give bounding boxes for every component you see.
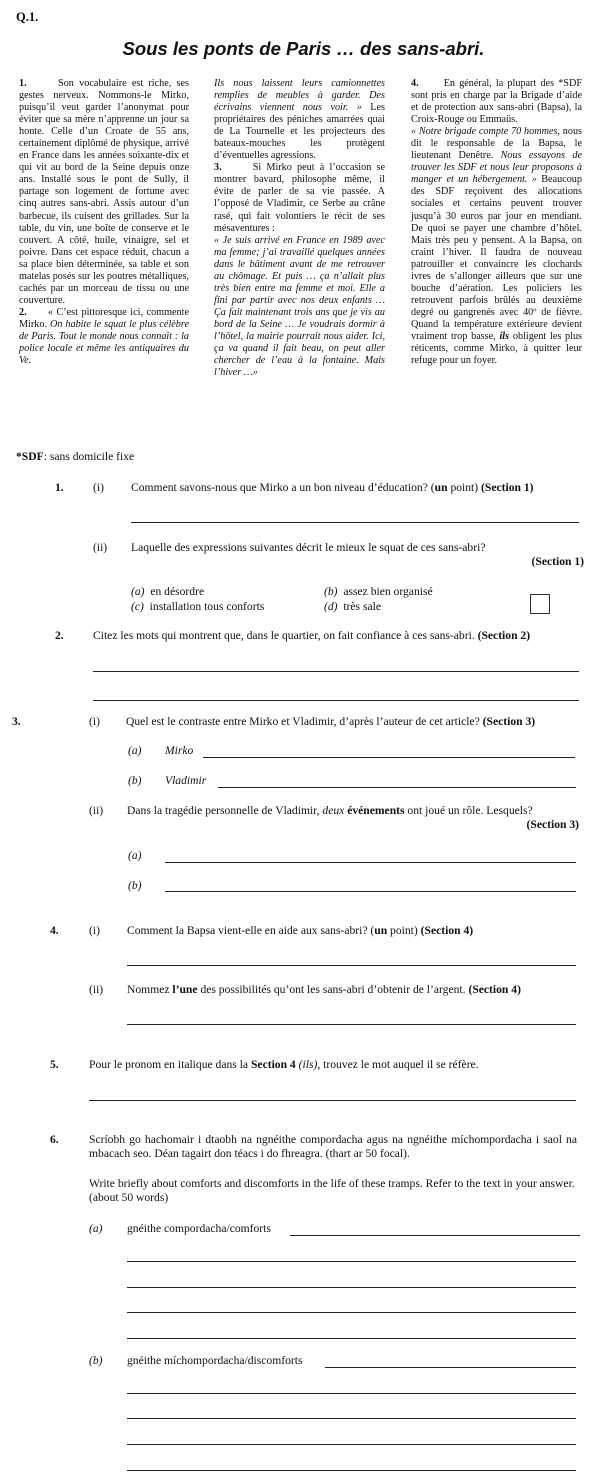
- section-text: Si Mirko peut à l’occasion se montrer bavard, philosophe même, il évite de parler de sa vie passée. A l’opposé de Vladimir, ce Serbe au crâne rasé, qui fait volontiers le récit de ses mésaventures :: [214, 162, 385, 234]
- option-a[interactable]: [131, 585, 204, 598]
- pronoun-ils: ils: [499, 330, 510, 342]
- q1-i-bold: un: [434, 481, 448, 494]
- answer-box[interactable]: [530, 594, 550, 614]
- answer-line[interactable]: [131, 522, 579, 523]
- q4-i-question: [127, 924, 587, 938]
- q3-ii-deux: deux: [322, 804, 345, 817]
- q2-section: (Section 2): [477, 629, 531, 642]
- answer-line[interactable]: [127, 1312, 576, 1313]
- answer-line[interactable]: [127, 1338, 576, 1339]
- q2-question: [93, 629, 588, 643]
- article-section-4: [411, 78, 582, 126]
- q5-question: [89, 1058, 589, 1072]
- answer-line[interactable]: [127, 965, 576, 966]
- q2-text: Citez les mots qui montrent que, dans le quartier, on fait confiance à ces sans-abri.: [93, 629, 475, 642]
- q3-b-label: [128, 774, 142, 788]
- q3-b-name: [165, 774, 206, 788]
- q3-i-question: [126, 715, 591, 729]
- q4-i-text: Comment la Bapsa vient-elle en aide aux sans-abri? (: [127, 924, 375, 937]
- option-letter: (b): [324, 585, 338, 598]
- q1-ii-text: Laquelle des expressions suivantes décrit le mieux le squat de ces sans-abri?: [131, 541, 486, 554]
- page-title: Sous les ponts de Paris … des sans-abri.: [122, 38, 485, 59]
- option-text: en désordre: [150, 585, 205, 598]
- section-number: 1.: [19, 78, 27, 89]
- q4-i-text2: point): [387, 924, 418, 937]
- q6-b-letter: (b): [89, 1354, 103, 1367]
- article-section-3: [214, 162, 385, 234]
- q4-ii-text2: des possibilités qu’ont les sans-abri d’obtenir de l’argent.: [200, 983, 466, 996]
- answer-line[interactable]: [93, 700, 579, 701]
- q2-number: 2.: [55, 629, 64, 642]
- answer-line[interactable]: [127, 1470, 576, 1471]
- article-column-3: [411, 78, 582, 367]
- article-section-2: [19, 307, 189, 367]
- answer-line[interactable]: [165, 862, 576, 863]
- q3-number: 3.: [12, 715, 21, 728]
- answer-line[interactable]: [218, 787, 576, 788]
- q3-a-name: [165, 744, 193, 758]
- q3-a-text: Mirko: [165, 744, 194, 757]
- q6-b-label: [89, 1354, 103, 1368]
- option-letter: (c): [131, 600, 144, 613]
- q4-i-label: (i): [89, 924, 100, 937]
- q3-i-text: Quel est le contraste entre Mirko et Vladimir, d’après l’auteur de cet article?: [126, 715, 480, 728]
- option-d[interactable]: [324, 600, 381, 613]
- q3-ii-text: Dans la tragédie personnelle de Vladimir,: [127, 804, 320, 817]
- q4-ii-text: Nommez: [127, 983, 170, 996]
- q3-i-label: (i): [89, 715, 100, 728]
- answer-line[interactable]: [127, 1444, 576, 1445]
- answer-line[interactable]: [127, 1287, 576, 1288]
- q3-ii-a-label: [128, 849, 142, 863]
- section-text: Beaucoup des SDF reçoivent des allocations sociales et certains peuvent trouver jusqu’à 30 euros par jour en mendiant. De quoi se payer une chambre d’hôtel. Mais très peu y pensent. A la Bapsa, on craint l’hiver. Il faudra de nouveau patrouiller et convaincre les clochards ivres de s’allonger ailleurs que sur une bouche d’aération. Les policiers les retrouvent parfois brûlés au deuxième degré ou gangrenés avec 40º de fièvre. Quand la température extérieure devient vraiment trop basse,: [411, 174, 582, 342]
- q5-ils: (ils): [298, 1058, 318, 1071]
- q1-ii-label: (ii): [93, 541, 108, 554]
- q6-a-label: [89, 1222, 103, 1236]
- q3-ii-label: (ii): [89, 804, 104, 817]
- answer-line[interactable]: [93, 671, 579, 672]
- answer-line[interactable]: [325, 1367, 576, 1368]
- quote-italic: Ils nous laissent leurs camionnettes remplies de meubles à garder. Des écrivains viennent nous voir. »: [214, 78, 385, 114]
- option-c[interactable]: [131, 600, 264, 613]
- q1-ii-section: (Section 1): [531, 555, 584, 568]
- q3-ii-text2: ont joué un rôle. Lesquels?: [407, 804, 533, 817]
- article-column-1: [19, 78, 189, 367]
- q1-i-text: Comment savons-nous que Mirko a un bon niveau d’éducation? (: [131, 481, 435, 494]
- section-text: nous dit le responsable de la Bapsa, le lieutenant Denêtre.: [411, 126, 582, 162]
- q4-ii-bold: l’une: [172, 983, 198, 996]
- answer-line[interactable]: [89, 1100, 576, 1101]
- q3-b-letter: (b): [128, 774, 142, 787]
- option-letter: (a): [131, 585, 145, 598]
- q3-ii-a-letter: (a): [128, 849, 142, 862]
- q1-i-text2: point): [447, 481, 479, 494]
- q3-ii-section: (Section 3): [526, 818, 579, 831]
- option-text: installation tous conforts: [149, 600, 265, 613]
- q1-i-label: (i): [93, 481, 104, 494]
- answer-line[interactable]: [127, 1261, 576, 1262]
- answer-line[interactable]: [203, 757, 575, 758]
- answer-line[interactable]: [127, 1393, 576, 1394]
- footnote-key: *SDF: [16, 450, 44, 463]
- article-section-1: [19, 78, 189, 307]
- quote-italic: On habite le squat le plus célèbre de Paris. Tout le monde nous connaît : la police locale et même les antiquaires du Ve.: [19, 318, 190, 367]
- section-number: 4.: [411, 78, 419, 89]
- answer-line[interactable]: [165, 891, 576, 892]
- q4-number: 4.: [50, 924, 59, 937]
- q6-a-text: gnéithe compordacha/comforts: [127, 1222, 271, 1235]
- q3-a-letter: (a): [128, 744, 142, 757]
- section-text: En général, la plupart des *SDF sont pris en charge par la Brigade d’aide et de protection aux sans-abri (Bapsa), la Croix-Rouge ou Emmaüs.: [411, 78, 582, 126]
- footnote-text: : sans domicile fixe: [43, 450, 135, 463]
- q3-ii-evenements: événements: [347, 804, 405, 817]
- q5-section: Section 4: [250, 1058, 296, 1071]
- answer-line[interactable]: [127, 1024, 576, 1025]
- q5-text: Pour le pronom en italique dans la: [89, 1058, 249, 1071]
- q1-number: 1.: [55, 481, 64, 494]
- q6-irish-instruction: Scríobh go hachomair i dtaobh na ngnéithe compordacha agus na ngnéithe míchompordacha i saol na mbacach seo. Déan tagairt don téacs i do fhreagra. (thart ar 50 focal).: [89, 1133, 577, 1160]
- option-text: très sale: [343, 600, 381, 613]
- q4-ii-label: (ii): [89, 983, 104, 996]
- option-b[interactable]: [324, 585, 433, 598]
- q6-a-letter: (a): [89, 1222, 103, 1235]
- q4-ii-question: [127, 983, 597, 997]
- q3-a-label: [128, 744, 142, 758]
- q3-ii-b-letter: (b): [128, 879, 142, 892]
- q6-number: 6.: [50, 1133, 59, 1146]
- question-label: Q.1.: [16, 10, 39, 24]
- footnote: [16, 450, 134, 464]
- q4-i-section: (Section 4): [420, 924, 474, 937]
- section-text: Les propriétaires des péniches amarrées quai de La Tournelle et les projecteurs des bateaux-mouches les protègent d’éventuelles agressions.: [214, 102, 385, 162]
- q4-i-bold: un: [374, 924, 388, 937]
- answer-line[interactable]: [127, 1418, 576, 1419]
- quote-italic: « Notre brigade compte 70 hommes,: [411, 126, 560, 138]
- q3-b-text: Vladimir: [165, 774, 207, 787]
- article-column-2: [214, 78, 385, 379]
- section-number: 2.: [19, 306, 27, 318]
- option-letter: (d): [324, 600, 338, 613]
- quote-italic: Nous essayons de trouver les SDF et nous leur proposons à manger et un hébergement. »: [411, 150, 582, 186]
- section-number: 3.: [214, 162, 222, 174]
- section-text: obligent les plus réticents, comme Mirko, à quitter leur refuge pour un foyer.: [411, 330, 583, 367]
- q4-ii-section: (Section 4): [468, 983, 521, 996]
- q3-ii-question: [127, 804, 597, 818]
- option-text: assez bien organisé: [343, 585, 433, 598]
- q6-b-text: gnéithe míchompordacha/discomforts: [127, 1354, 303, 1367]
- q1-i-section: (Section 1): [481, 481, 534, 494]
- q1-i-question: [131, 481, 591, 495]
- quote-text: « C’est pittoresque ici, commente Mirko.: [19, 306, 190, 330]
- quote-italic: « Je suis arrivé en France en 1989 avec ma femme; j’ai travaillé quelques années dans le bâtiment avant de me retrouver au chômage. Et puis … ça n’allait plus très bien entre ma femme et moi. Elle a fini par partir avec nos deux enfants … Ça fait maintenant trois ans que je vis au bord de la Seine … Je voudrais dormir à l’hôtel, la mairie pourrait nous aider. Ici, ça va quand il fait beau, on peut aller chercher de l’eau à la fontaine. Mais l’hiver …»: [214, 234, 385, 379]
- section-text: Son vocabulaire est riche, ses gestes nerveux. Nommons-le Mirko, puisqu’il veut garder l’anonymat pour éviter que sa mère n’apprenne un jour sa honte. Celle d’un Croate de 55 ans, certainement diplômé de physique, arrivé en France dans les années soixante-dix et qui vit au bord de la Seine depuis onze ans. Installé sous le pont de Sully, il partage son logement de fortune avec cinq autres sans-abri. Assis autour d’un barbecue, ils cuisent des grillades. Sur la table, du vin, une boîte de conserve et le couvert. A côté, huile, vinaigre, sel et poivre. Dans cet espace réduit, chacun a sa place bien déterminée, sa table et son matelas posés sur les poutres métalliques, cachés par un morceau de tissu ou une couverture.: [19, 78, 189, 306]
- q6-english-instruction: Write briefly about comforts and discomforts in the life of these tramps. Refer to the text in your answer. (about 50 words): [89, 1177, 575, 1204]
- q3-i-section: (Section 3): [482, 715, 536, 728]
- q3-ii-b-label: [128, 879, 142, 893]
- q5-text2: , trouvez le mot auquel il se réfère.: [317, 1058, 479, 1071]
- q5-number: 5.: [50, 1058, 59, 1071]
- answer-line[interactable]: [290, 1235, 580, 1236]
